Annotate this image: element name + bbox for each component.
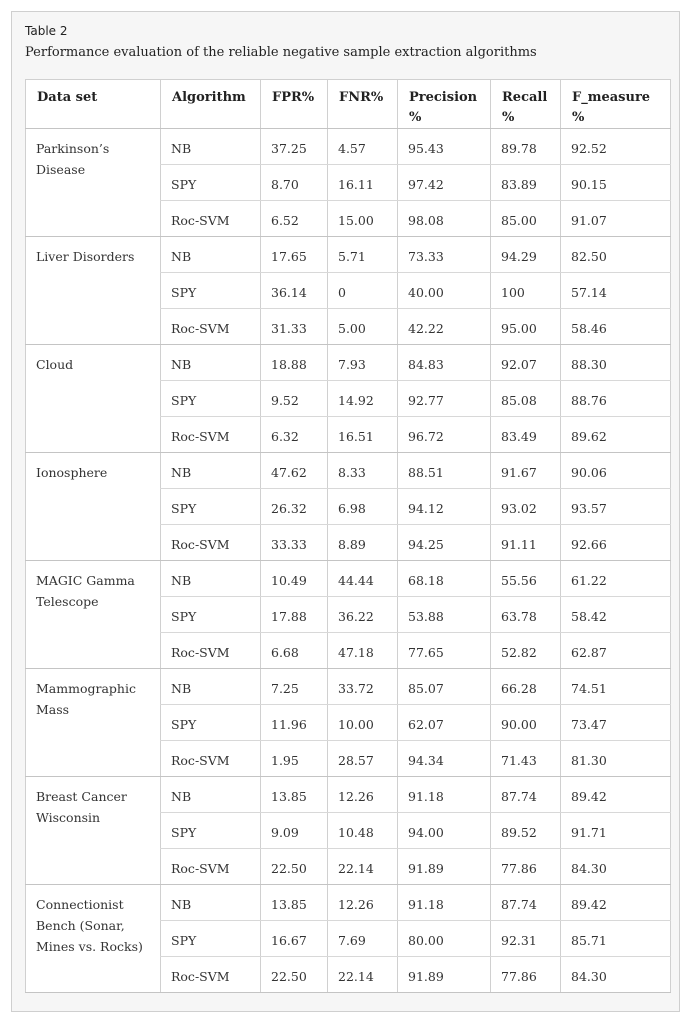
fpr-cell: 22.50 — [261, 957, 328, 993]
fpr-cell: 16.67 — [261, 921, 328, 957]
dataset-cell: Liver Disorders — [26, 237, 161, 345]
f-measure-cell: 57.14 — [561, 273, 671, 309]
algorithm-cell: SPY — [161, 381, 261, 417]
fpr-cell: 37.25 — [261, 129, 328, 165]
fpr-cell: 11.96 — [261, 705, 328, 741]
f-measure-cell: 81.30 — [561, 741, 671, 777]
recall-cell: 92.07 — [491, 345, 561, 381]
precision-cell: 94.12 — [398, 489, 491, 525]
fnr-cell: 44.44 — [328, 561, 398, 597]
recall-cell: 85.08 — [491, 381, 561, 417]
header-recall: Recall % — [491, 80, 561, 129]
fpr-cell: 6.32 — [261, 417, 328, 453]
fpr-cell: 18.88 — [261, 345, 328, 381]
f-measure-cell: 91.71 — [561, 813, 671, 849]
recall-cell: 93.02 — [491, 489, 561, 525]
f-measure-cell: 89.42 — [561, 885, 671, 921]
recall-cell: 91.11 — [491, 525, 561, 561]
precision-cell: 95.43 — [398, 129, 491, 165]
precision-cell: 62.07 — [398, 705, 491, 741]
recall-cell: 83.49 — [491, 417, 561, 453]
algorithm-cell: SPY — [161, 813, 261, 849]
precision-cell: 84.83 — [398, 345, 491, 381]
algorithm-cell: NB — [161, 669, 261, 705]
fnr-cell: 12.26 — [328, 777, 398, 813]
precision-cell: 42.22 — [398, 309, 491, 345]
fnr-cell: 6.98 — [328, 489, 398, 525]
dataset-cell: Cloud — [26, 345, 161, 453]
precision-cell: 97.42 — [398, 165, 491, 201]
algorithm-cell: Roc-SVM — [161, 633, 261, 669]
header-fnr: FNR% — [328, 80, 398, 129]
recall-cell: 94.29 — [491, 237, 561, 273]
fnr-cell: 33.72 — [328, 669, 398, 705]
fpr-cell: 6.68 — [261, 633, 328, 669]
fnr-cell: 7.69 — [328, 921, 398, 957]
algorithm-cell: Roc-SVM — [161, 849, 261, 885]
algorithm-cell: SPY — [161, 597, 261, 633]
fnr-cell: 7.93 — [328, 345, 398, 381]
table-row — [26, 345, 671, 381]
f-measure-cell: 88.30 — [561, 345, 671, 381]
fnr-cell: 16.11 — [328, 165, 398, 201]
f-measure-cell: 91.07 — [561, 201, 671, 237]
fpr-cell: 36.14 — [261, 273, 328, 309]
header-row — [26, 80, 671, 129]
algorithm-cell: NB — [161, 129, 261, 165]
header-precision: Precision % — [398, 80, 491, 129]
algorithm-cell: Roc-SVM — [161, 957, 261, 993]
f-measure-cell: 82.50 — [561, 237, 671, 273]
precision-cell: 68.18 — [398, 561, 491, 597]
recall-cell: 71.43 — [491, 741, 561, 777]
table-label: Table 2 — [25, 24, 68, 38]
recall-cell: 90.00 — [491, 705, 561, 741]
fnr-cell: 14.92 — [328, 381, 398, 417]
recall-cell: 77.86 — [491, 957, 561, 993]
f-measure-cell: 89.42 — [561, 777, 671, 813]
dataset-cell: Ionosphere — [26, 453, 161, 561]
fpr-cell: 13.85 — [261, 777, 328, 813]
table-row — [26, 885, 671, 921]
precision-cell: 77.65 — [398, 633, 491, 669]
algorithm-cell: SPY — [161, 705, 261, 741]
fnr-cell: 22.14 — [328, 957, 398, 993]
fpr-cell: 17.65 — [261, 237, 328, 273]
precision-cell: 91.89 — [398, 849, 491, 885]
fnr-cell: 0 — [328, 273, 398, 309]
recall-cell: 95.00 — [491, 309, 561, 345]
recall-cell: 92.31 — [491, 921, 561, 957]
fnr-cell: 10.00 — [328, 705, 398, 741]
table-row — [26, 129, 671, 165]
f-measure-cell: 84.30 — [561, 849, 671, 885]
algorithm-cell: SPY — [161, 165, 261, 201]
precision-cell: 94.25 — [398, 525, 491, 561]
fpr-cell: 10.49 — [261, 561, 328, 597]
fnr-cell: 47.18 — [328, 633, 398, 669]
fpr-cell: 6.52 — [261, 201, 328, 237]
table-row — [26, 777, 671, 813]
precision-cell: 92.77 — [398, 381, 491, 417]
recall-cell: 63.78 — [491, 597, 561, 633]
f-measure-cell: 58.46 — [561, 309, 671, 345]
dataset-cell: Connectionist Bench (Sonar, Mines vs. Rocks) — [26, 885, 161, 993]
algorithm-cell: Roc-SVM — [161, 201, 261, 237]
fnr-cell: 8.33 — [328, 453, 398, 489]
fnr-cell: 22.14 — [328, 849, 398, 885]
recall-cell: 100 — [491, 273, 561, 309]
precision-cell: 96.72 — [398, 417, 491, 453]
fnr-cell: 4.57 — [328, 129, 398, 165]
algorithm-cell: NB — [161, 453, 261, 489]
table-panel — [11, 11, 680, 1012]
precision-cell: 91.89 — [398, 957, 491, 993]
header-f-measure: F_measure % — [561, 80, 671, 129]
precision-cell: 98.08 — [398, 201, 491, 237]
algorithm-cell: SPY — [161, 921, 261, 957]
header-data-set: Data set — [26, 80, 161, 129]
precision-cell: 85.07 — [398, 669, 491, 705]
recall-cell: 55.56 — [491, 561, 561, 597]
recall-cell: 91.67 — [491, 453, 561, 489]
recall-cell: 77.86 — [491, 849, 561, 885]
algorithm-cell: NB — [161, 561, 261, 597]
dataset-cell: Breast Cancer Wisconsin — [26, 777, 161, 885]
precision-cell: 80.00 — [398, 921, 491, 957]
f-measure-cell: 62.87 — [561, 633, 671, 669]
recall-cell: 89.78 — [491, 129, 561, 165]
recall-cell: 85.00 — [491, 201, 561, 237]
fnr-cell: 8.89 — [328, 525, 398, 561]
recall-cell: 66.28 — [491, 669, 561, 705]
algorithm-cell: SPY — [161, 489, 261, 525]
table-row — [26, 561, 671, 597]
fnr-cell: 5.00 — [328, 309, 398, 345]
header-algorithm: Algorithm — [161, 80, 261, 129]
precision-cell: 94.00 — [398, 813, 491, 849]
table-row — [26, 237, 671, 273]
algorithm-cell: SPY — [161, 273, 261, 309]
fnr-cell: 16.51 — [328, 417, 398, 453]
table-row — [26, 669, 671, 705]
algorithm-cell: NB — [161, 885, 261, 921]
fpr-cell: 17.88 — [261, 597, 328, 633]
fnr-cell: 10.48 — [328, 813, 398, 849]
algorithm-cell: Roc-SVM — [161, 741, 261, 777]
fpr-cell: 26.32 — [261, 489, 328, 525]
precision-cell: 94.34 — [398, 741, 491, 777]
fpr-cell: 9.52 — [261, 381, 328, 417]
fnr-cell: 15.00 — [328, 201, 398, 237]
algorithm-cell: NB — [161, 777, 261, 813]
recall-cell: 87.74 — [491, 885, 561, 921]
precision-cell: 88.51 — [398, 453, 491, 489]
fpr-cell: 8.70 — [261, 165, 328, 201]
f-measure-cell: 90.06 — [561, 453, 671, 489]
fpr-cell: 22.50 — [261, 849, 328, 885]
dataset-cell: Mammographic Mass — [26, 669, 161, 777]
fnr-cell: 5.71 — [328, 237, 398, 273]
algorithm-cell: Roc-SVM — [161, 525, 261, 561]
fnr-cell: 12.26 — [328, 885, 398, 921]
recall-cell: 83.89 — [491, 165, 561, 201]
f-measure-cell: 61.22 — [561, 561, 671, 597]
fpr-cell: 7.25 — [261, 669, 328, 705]
performance-table — [25, 79, 671, 993]
recall-cell: 87.74 — [491, 777, 561, 813]
f-measure-cell: 89.62 — [561, 417, 671, 453]
f-measure-cell: 93.57 — [561, 489, 671, 525]
dataset-cell: Parkinson’s Disease — [26, 129, 161, 237]
f-measure-cell: 85.71 — [561, 921, 671, 957]
fpr-cell: 13.85 — [261, 885, 328, 921]
precision-cell: 73.33 — [398, 237, 491, 273]
fpr-cell: 47.62 — [261, 453, 328, 489]
header-fpr: FPR% — [261, 80, 328, 129]
recall-cell: 89.52 — [491, 813, 561, 849]
precision-cell: 91.18 — [398, 777, 491, 813]
dataset-cell: MAGIC Gamma Telescope — [26, 561, 161, 669]
recall-cell: 52.82 — [491, 633, 561, 669]
table-row — [26, 453, 671, 489]
precision-cell: 91.18 — [398, 885, 491, 921]
fpr-cell: 9.09 — [261, 813, 328, 849]
f-measure-cell: 88.76 — [561, 381, 671, 417]
fnr-cell: 28.57 — [328, 741, 398, 777]
algorithm-cell: NB — [161, 237, 261, 273]
precision-cell: 53.88 — [398, 597, 491, 633]
fpr-cell: 31.33 — [261, 309, 328, 345]
f-measure-cell: 73.47 — [561, 705, 671, 741]
table-title: Performance evaluation of the reliable negative sample extraction algorithms — [25, 45, 537, 60]
fpr-cell: 33.33 — [261, 525, 328, 561]
f-measure-cell: 92.66 — [561, 525, 671, 561]
algorithm-cell: Roc-SVM — [161, 417, 261, 453]
algorithm-cell: Roc-SVM — [161, 309, 261, 345]
f-measure-cell: 90.15 — [561, 165, 671, 201]
precision-cell: 40.00 — [398, 273, 491, 309]
table-body — [26, 129, 671, 993]
f-measure-cell: 84.30 — [561, 957, 671, 993]
f-measure-cell: 92.52 — [561, 129, 671, 165]
fpr-cell: 1.95 — [261, 741, 328, 777]
algorithm-cell: NB — [161, 345, 261, 381]
fnr-cell: 36.22 — [328, 597, 398, 633]
f-measure-cell: 58.42 — [561, 597, 671, 633]
f-measure-cell: 74.51 — [561, 669, 671, 705]
